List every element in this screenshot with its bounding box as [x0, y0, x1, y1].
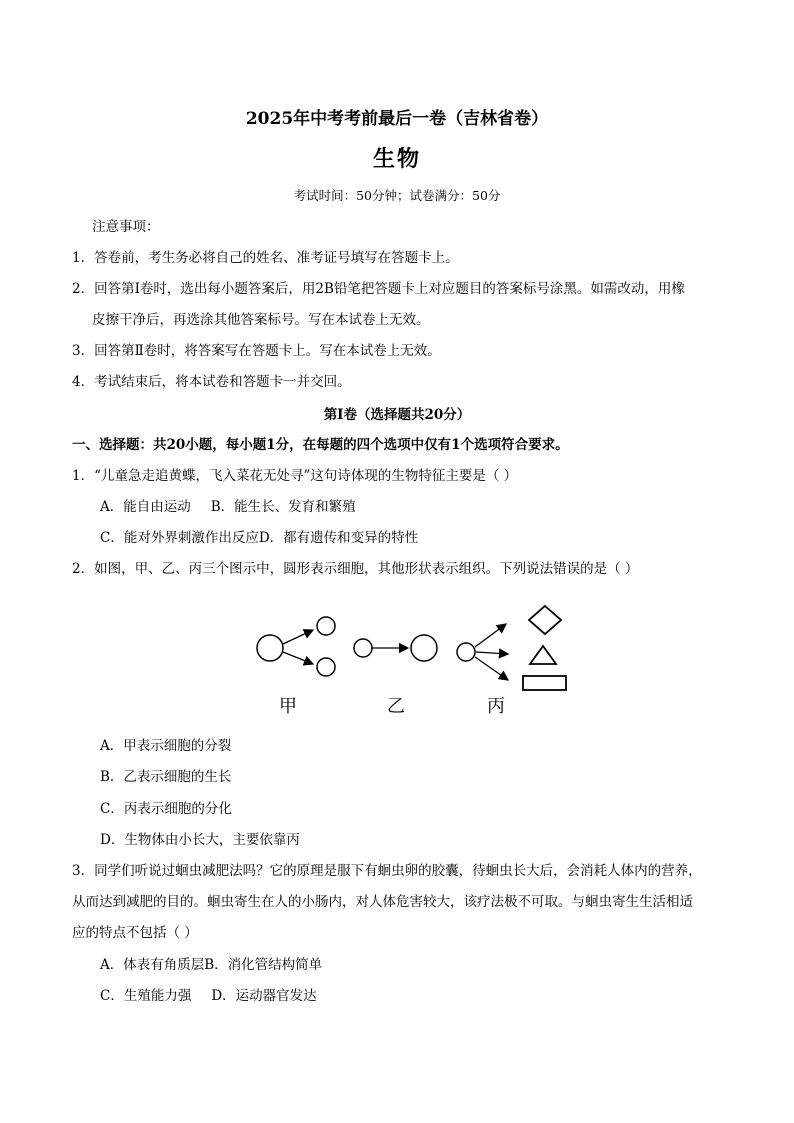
notes-heading: 注意事项： — [92, 219, 160, 235]
q3-stem-line1: 3．同学们听说过蛔虫减肥法吗？它的原理是服下有蛔虫卵的胶囊，待蛔虫长大后，会消耗人体内的营养， — [72, 863, 702, 879]
note-item-4: 4．考试结束后，将本试卷和答题卡一并交回。 — [72, 374, 351, 390]
label-yi: 乙 — [387, 696, 405, 717]
cell-circle — [354, 639, 372, 657]
tissue-triangle — [530, 646, 556, 664]
arrow — [475, 657, 508, 680]
q3-option-b: B．消化管结构简单 — [204, 957, 323, 973]
cell-circle — [317, 617, 335, 635]
q2-option-c: C．丙表示细胞的分化 — [100, 801, 232, 817]
q2-option-b: B．乙表示细胞的生长 — [100, 769, 232, 785]
q1-options-row1 — [100, 498, 356, 516]
section-instruction: 一、选择题：共20小题，每小题1分，在每题的四个选项中仅有1个选项符合要求。 — [72, 437, 569, 453]
q3-options-row2 — [100, 987, 317, 1005]
figure-yi — [354, 635, 437, 661]
q2-option-a: A．甲表示细胞的分裂 — [100, 738, 232, 754]
arrow — [283, 630, 313, 644]
q3-stem-line3: 应的特点不包括（ ） — [72, 925, 198, 941]
q1-option-d: D．都有遗传和变异的特性 — [258, 530, 419, 546]
note-item-2: 2．回答第Ⅰ卷时，选出每小题答案后，用2B铅笔把答题卡上对应题目的答案标号涂黑。如需改动，用橡 — [72, 281, 685, 297]
arrow — [283, 652, 313, 664]
figure-bing — [457, 606, 566, 690]
q1-options-row2 — [100, 529, 418, 547]
tissue-rectangle — [523, 676, 566, 690]
arrow — [476, 652, 508, 654]
tissue-diamond — [529, 606, 561, 634]
note-item-3: 3．回答第Ⅱ卷时，将答案写在答题卡上。写在本试卷上无效。 — [72, 343, 441, 359]
q2-option-d: D．生物体由小长大，主要依靠丙 — [100, 832, 300, 848]
q3-options-row1 — [100, 956, 322, 974]
cell-circle — [411, 635, 437, 661]
figure-jia — [257, 617, 335, 676]
q1-stem: 1．“儿童急走追黄蝶，飞入菜花无处寻”这句诗体现的生物特征主要是（ ） — [72, 468, 518, 484]
q1-option-c: C．能对外界刺激作出反应 — [100, 530, 259, 546]
cell-circle — [457, 643, 475, 661]
subject-title: 生物 — [372, 146, 421, 172]
arrow — [475, 624, 506, 647]
label-bing: 丙 — [487, 696, 505, 717]
q1-option-a: A．能自由运动 — [100, 499, 191, 515]
page-title: 2025年中考考前最后一卷（吉林省卷） — [245, 109, 549, 129]
q3-stem-line2: 从而达到减肥的目的。蛔虫寄生在人的小肠内，对人体危害较大，该疗法极不可取。与蛔虫寄生生活相适 — [72, 894, 693, 910]
q1-option-b: B．能生长、发育和繁殖 — [210, 499, 356, 515]
note-item-1: 1．答卷前，考生务必将自己的姓名、准考证号填写在答题卡上。 — [72, 250, 459, 266]
q2-stem: 2．如图，甲、乙、丙三个图示中，圆形表示细胞，其他形状表示组织。下列说法错误的是（ ） — [72, 561, 639, 577]
q3-option-a: A．体表有角质层 — [100, 957, 205, 973]
q3-option-c: C．生殖能力强 — [100, 988, 192, 1004]
cell-circle — [257, 635, 283, 661]
section-title: 第Ⅰ卷（选择题共20分） — [323, 407, 471, 423]
label-jia: 甲 — [279, 696, 297, 717]
q3-option-d: D．运动器官发达 — [211, 988, 317, 1004]
exam-info: 考试时间：50分钟；试卷满分：50分 — [293, 188, 501, 203]
note-item-2-cont: 皮擦干净后，再选涂其他答案标号。写在本试卷上无效。 — [92, 312, 430, 328]
q2-figure — [250, 600, 580, 720]
cell-circle — [317, 658, 335, 676]
